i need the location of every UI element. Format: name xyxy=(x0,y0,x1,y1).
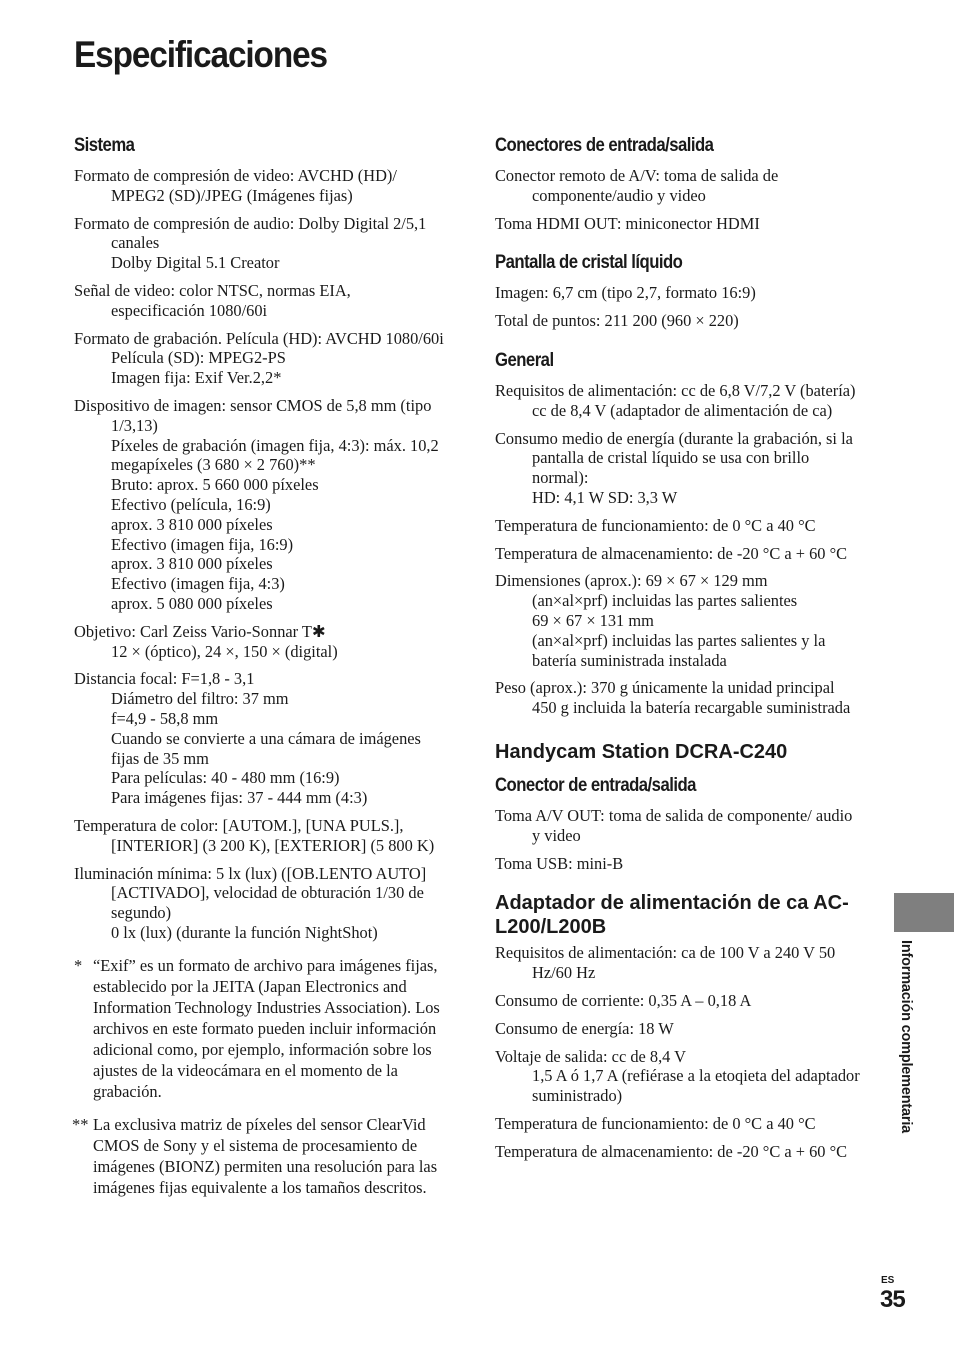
spec-item xyxy=(495,544,863,564)
spec-item xyxy=(495,1019,863,1039)
spec-item-text: Toma HDMI OUT: miniconector HDMI xyxy=(495,213,760,233)
footnotes xyxy=(74,955,446,1198)
spec-item-text: Temperatura de funcionamiento: de 0 °C a 40 °C xyxy=(495,515,816,535)
spec-item xyxy=(495,381,863,421)
spec-item xyxy=(495,991,863,1011)
page-number: 35 xyxy=(880,1286,905,1313)
spec-item xyxy=(495,1114,863,1134)
section-heading-sistema: Sistema xyxy=(74,135,135,156)
spec-item xyxy=(74,622,446,662)
spec-item-text: Toma A/V OUT: toma de salida de componente/ audio y video xyxy=(495,805,853,845)
spec-item-detail: Película (SD): MPEG2-PS xyxy=(111,348,286,368)
spec-item-text: Total de puntos: 211 200 (960 × 220) xyxy=(495,311,739,331)
footnote-mark: * xyxy=(74,955,83,975)
spec-item-text: Conector remoto de A/V: toma de salida de componente/audio y video xyxy=(495,166,779,205)
spec-item-text: Requisitos de alimentación: cc de 6,8 V/7,2 V (batería) xyxy=(495,380,856,400)
spec-item-detail: 1,5 A ó 1,7 A (refiérase a la etoqieta del adaptador suministrado) xyxy=(532,1066,860,1106)
spec-item-detail: 69 × 67 × 131 mm xyxy=(532,610,654,630)
section-heading-general: General xyxy=(495,349,554,371)
spec-item-detail: aprox. 3 810 000 píxeles xyxy=(111,554,273,574)
footnote-text: La exclusiva matriz de píxeles del sensor ClearVid CMOS de Sony y el sistema de procesamiento de imágenes (BIONZ) permiten una resolución para las imágenes fijas equivalente a los tamaños descritos. xyxy=(93,1114,438,1197)
spec-item xyxy=(74,166,446,206)
spec-item xyxy=(74,864,446,943)
spec-item-text: Temperatura de almacenamiento: de -20 °C a + 60 °C xyxy=(495,1141,848,1161)
spec-item xyxy=(495,854,863,874)
spec-item-text: Consumo de corriente: 0,35 A – 0,18 A xyxy=(495,990,752,1010)
spec-item-detail: aprox. 3 810 000 píxeles xyxy=(111,514,273,534)
spec-item-detail: Cuando se convierte a una cámara de imágenes fijas de 35 mm xyxy=(111,728,421,768)
spec-item xyxy=(74,214,446,273)
station-spec-list xyxy=(495,806,863,873)
spec-item xyxy=(495,1142,863,1162)
spec-item xyxy=(74,329,446,388)
spec-item-detail: Píxeles de grabación (imagen fija, 4:3): máx. 10,2 megapíxeles (3 680 × 2 760)** xyxy=(111,435,439,475)
spec-item-text: Distancia focal: F=1,8 - 3,1 xyxy=(74,669,255,689)
spec-item-detail: 12 × (óptico), 24 ×, 150 × (digital) xyxy=(111,641,338,661)
spec-item-detail: f=4,9 - 58,8 mm xyxy=(111,708,219,728)
section-heading-pantalla: Pantalla de cristal líquido xyxy=(495,252,683,274)
spec-item-text: Temperatura de funcionamiento: de 0 °C a 40 °C xyxy=(495,1113,816,1133)
spec-item-detail: 0 lx (lux) (durante la función NightShot) xyxy=(111,922,378,942)
section-tab-marker xyxy=(894,893,954,932)
side-section-label: Información complementaria xyxy=(898,940,914,1134)
spec-item-text: Peso (aprox.): 370 g únicamente la unidad principal xyxy=(495,678,835,698)
spec-item-text: Dimensiones (aprox.): 69 × 67 × 129 mm xyxy=(495,571,768,591)
spec-item xyxy=(495,283,863,303)
spec-item xyxy=(495,806,863,846)
spec-item-detail: HD: 4,1 W SD: 3,3 W xyxy=(532,487,678,507)
spec-item-detail: Dolby Digital 5.1 Creator xyxy=(111,253,280,273)
section-general xyxy=(495,349,863,718)
footnote-text: “Exif” es un formato de archivo para imágenes fijas, establecido por la JEITA (Japan Electronics and Information Technology Industries Association). Los archivos en este formato pueden incluir información adicional como, por ejemplo, información sobre los ajustes de la videocámara en el momento de la grabación. xyxy=(93,955,440,1101)
sistema-spec-list xyxy=(74,166,446,943)
section-pantalla xyxy=(495,251,863,331)
spec-item xyxy=(74,816,446,856)
spec-item-text: Voltaje de salida: cc de 8,4 V xyxy=(495,1046,687,1066)
spec-item xyxy=(495,516,863,536)
footnote-mark: ** xyxy=(72,1114,89,1134)
spec-item-detail: Bruto: aprox. 5 660 000 píxeles xyxy=(111,475,319,495)
spec-item xyxy=(495,311,863,331)
footnote xyxy=(74,955,446,1102)
spec-item-text: Formato de compresión de audio: Dolby Digital 2/5,1 canales xyxy=(74,213,427,253)
section-heading-station-connector: Conector de entrada/salida xyxy=(495,774,696,796)
spec-item xyxy=(74,281,446,321)
spec-item xyxy=(495,943,863,983)
spec-item-text: Requisitos de alimentación: ca de 100 V a 240 V 50 Hz/60 Hz xyxy=(495,943,836,983)
spec-item-detail: Para películas: 40 - 480 mm (16:9) xyxy=(111,768,340,788)
adapter-spec-list xyxy=(495,943,863,1161)
spec-item xyxy=(495,166,863,206)
adapter-title: Adaptador de alimentación de ca AC-L200/L200B xyxy=(495,892,849,939)
spec-item xyxy=(495,214,863,234)
spec-item-text: Formato de compresión de video: AVCHD (HD)/ MPEG2 (SD)/JPEG (Imágenes fijas) xyxy=(74,166,397,205)
spec-item-detail: cc de 8,4 V (adaptador de alimentación de ca) xyxy=(532,400,833,420)
spec-item-text: Toma USB: mini-B xyxy=(495,853,624,873)
spec-item xyxy=(495,571,863,670)
spec-item-text: Iluminación mínima: 5 lx (lux) ([OB.LENTO AUTO] [ACTIVADO], velocidad de obturación 1/30 de segundo) xyxy=(74,863,427,923)
right-column xyxy=(495,134,863,1170)
footnote xyxy=(74,1114,446,1198)
spec-item-detail: (an×al×prf) incluidas las partes salientes xyxy=(532,591,798,611)
spec-item-detail: Imagen fija: Exif Ver.2,2* xyxy=(111,368,282,388)
spec-item xyxy=(74,396,446,614)
spec-item-detail: 450 g incluida la batería recargable suministrada xyxy=(532,698,851,718)
spec-item-detail: aprox. 5 080 000 píxeles xyxy=(111,593,273,613)
spec-item-text: Consumo medio de energía (durante la grabación, si la pantalla de cristal líquido se usa con brillo normal): xyxy=(495,428,853,488)
spec-item-text: Dispositivo de imagen: sensor CMOS de 5,8 mm (tipo 1/3,13) xyxy=(74,395,432,435)
spec-item xyxy=(74,669,446,808)
spec-item-detail: (an×al×prf) incluidas las partes salientes y la batería suministrada instalada xyxy=(532,630,826,670)
spec-item-detail: Efectivo (imagen fija, 4:3) xyxy=(111,574,285,594)
spec-item-detail: Para imágenes fijas: 37 - 444 mm (4:3) xyxy=(111,788,368,808)
spec-item-text: Imagen: 6,7 cm (tipo 2,7, formato 16:9) xyxy=(495,283,756,303)
general-spec-list xyxy=(495,381,863,718)
language-code: ES xyxy=(881,1275,895,1286)
spec-item xyxy=(495,678,863,718)
spec-item-text: Objetivo: Carl Zeiss Vario-Sonnar T✱ xyxy=(74,621,326,641)
spec-item-text: Temperatura de color: [AUTOM.], [UNA PULS.], [INTERIOR] (3 200 K), [EXTERIOR] (5 800 K) xyxy=(74,815,435,855)
left-column xyxy=(74,134,446,1206)
station-title: Handycam Station DCRA-C240 xyxy=(495,740,788,763)
spec-item-text: Temperatura de almacenamiento: de -20 °C a + 60 °C xyxy=(495,543,848,563)
section-conectores xyxy=(495,134,863,233)
spec-item-detail: Diámetro del filtro: 37 mm xyxy=(111,689,289,709)
spec-item-detail: Efectivo (imagen fija, 16:9) xyxy=(111,534,294,554)
pantalla-spec-list xyxy=(495,283,863,331)
spec-item-detail: Efectivo (película, 16:9) xyxy=(111,494,271,514)
conectores-spec-list xyxy=(495,166,863,233)
page-title: Especificaciones xyxy=(74,34,327,75)
section-heading-conectores: Conectores de entrada/salida xyxy=(495,135,714,156)
spec-item-text: Formato de grabación. Película (HD): AVCHD 1080/60i xyxy=(74,328,444,348)
spec-item xyxy=(495,429,863,508)
spec-item-text: Consumo de energía: 18 W xyxy=(495,1018,674,1038)
spec-item-text: Señal de video: color NTSC, normas EIA, especificación 1080/60i xyxy=(74,280,351,320)
spec-item xyxy=(495,1047,863,1106)
